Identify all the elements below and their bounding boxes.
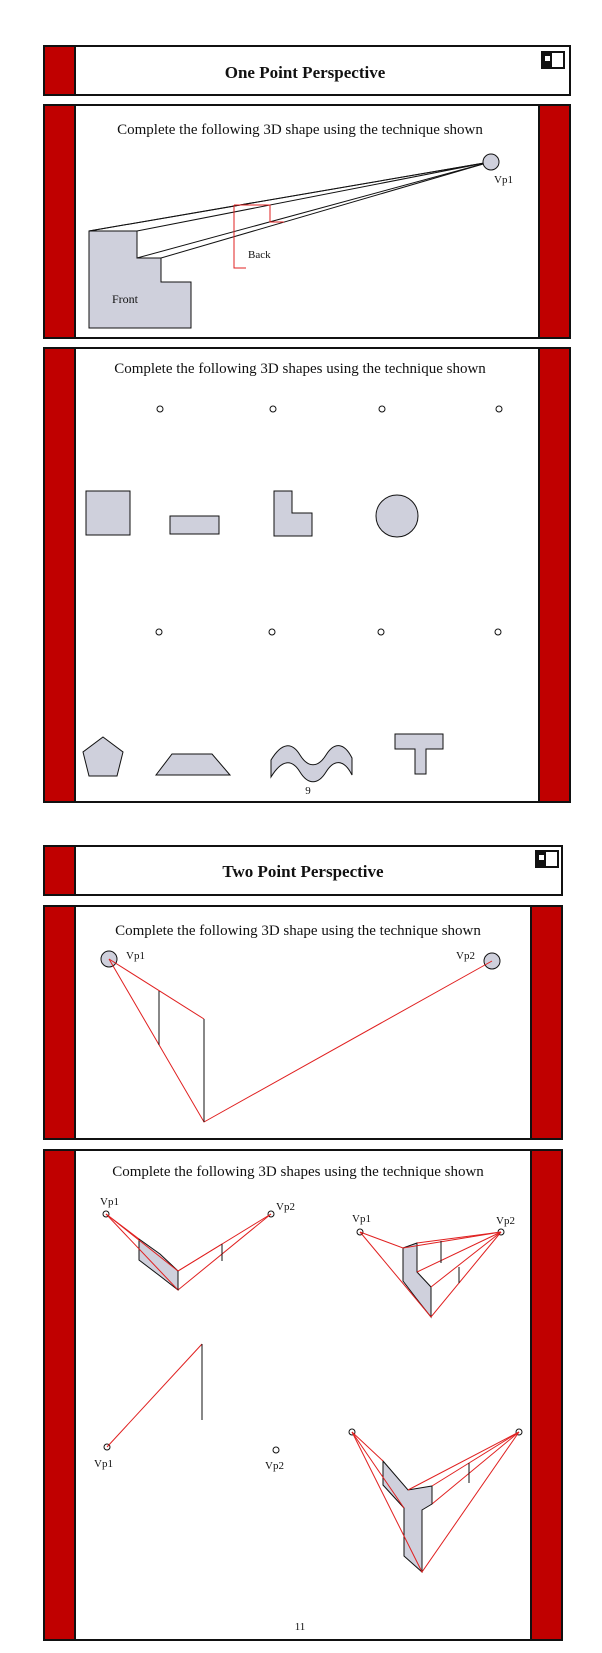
square-shape xyxy=(86,491,130,535)
page2-exercise-panel xyxy=(44,1150,562,1640)
vp1-label: Vp1 xyxy=(126,950,145,962)
page1-example-panel xyxy=(44,105,570,338)
svg-text:Vp2: Vp2 xyxy=(276,1201,295,1213)
circle-shape xyxy=(376,495,418,537)
figure-bottom-right xyxy=(349,1429,522,1572)
front-face-shape xyxy=(89,231,191,328)
page2-title: Two Point Perspective xyxy=(222,862,384,881)
slide-icon xyxy=(536,851,558,867)
l-shape xyxy=(274,491,312,536)
page1-title: One Point Perspective xyxy=(224,63,386,82)
vp2-point-icon xyxy=(273,1447,279,1453)
vp-dot xyxy=(495,629,501,635)
page1-exercise-instruction: Complete the following 3D shapes using the technique shown xyxy=(114,361,486,377)
vp-dot xyxy=(379,406,385,412)
svg-text:Vp1: Vp1 xyxy=(352,1213,371,1225)
rectangle-shape xyxy=(170,516,219,534)
figure-bottom-left xyxy=(94,1344,284,1472)
page2-example-panel xyxy=(44,906,562,1139)
front-label: Front xyxy=(112,292,139,306)
page1-exercise-panel xyxy=(44,348,570,802)
page1-title-bar xyxy=(44,46,570,95)
vp-dot xyxy=(496,406,502,412)
page2-title-bar xyxy=(44,846,562,895)
vp-dot xyxy=(157,406,163,412)
vp1-point-icon xyxy=(483,154,499,170)
vp1-label: Vp1 xyxy=(494,174,513,186)
vp-dot xyxy=(269,629,275,635)
page1-example-instruction: Complete the following 3D shape using the technique shown xyxy=(117,122,483,138)
vp-dot xyxy=(156,629,162,635)
page2-number: 11 xyxy=(294,1621,306,1633)
trapezoid-shape xyxy=(156,754,230,775)
vp1-label: Vp1 xyxy=(94,1458,113,1470)
back-label: Back xyxy=(248,249,271,261)
vp-dot xyxy=(378,629,384,635)
slide-icon xyxy=(542,52,564,68)
t-shape xyxy=(395,734,443,774)
svg-text:Vp1: Vp1 xyxy=(100,1196,119,1208)
page1-number: 9 xyxy=(305,785,311,797)
figure-top-right xyxy=(352,1213,515,1317)
wave-shape xyxy=(271,746,352,782)
pentagon-shape xyxy=(83,737,123,776)
page2-example-instruction: Complete the following 3D shape using the technique shown xyxy=(115,923,481,939)
vp2-label: Vp2 xyxy=(265,1460,284,1472)
svg-text:Vp2: Vp2 xyxy=(496,1215,515,1227)
page2-exercise-instruction: Complete the following 3D shapes using the technique shown xyxy=(112,1164,484,1180)
figure-top-left xyxy=(100,1196,295,1290)
vp-dot xyxy=(270,406,276,412)
vp2-label: Vp2 xyxy=(456,950,475,962)
